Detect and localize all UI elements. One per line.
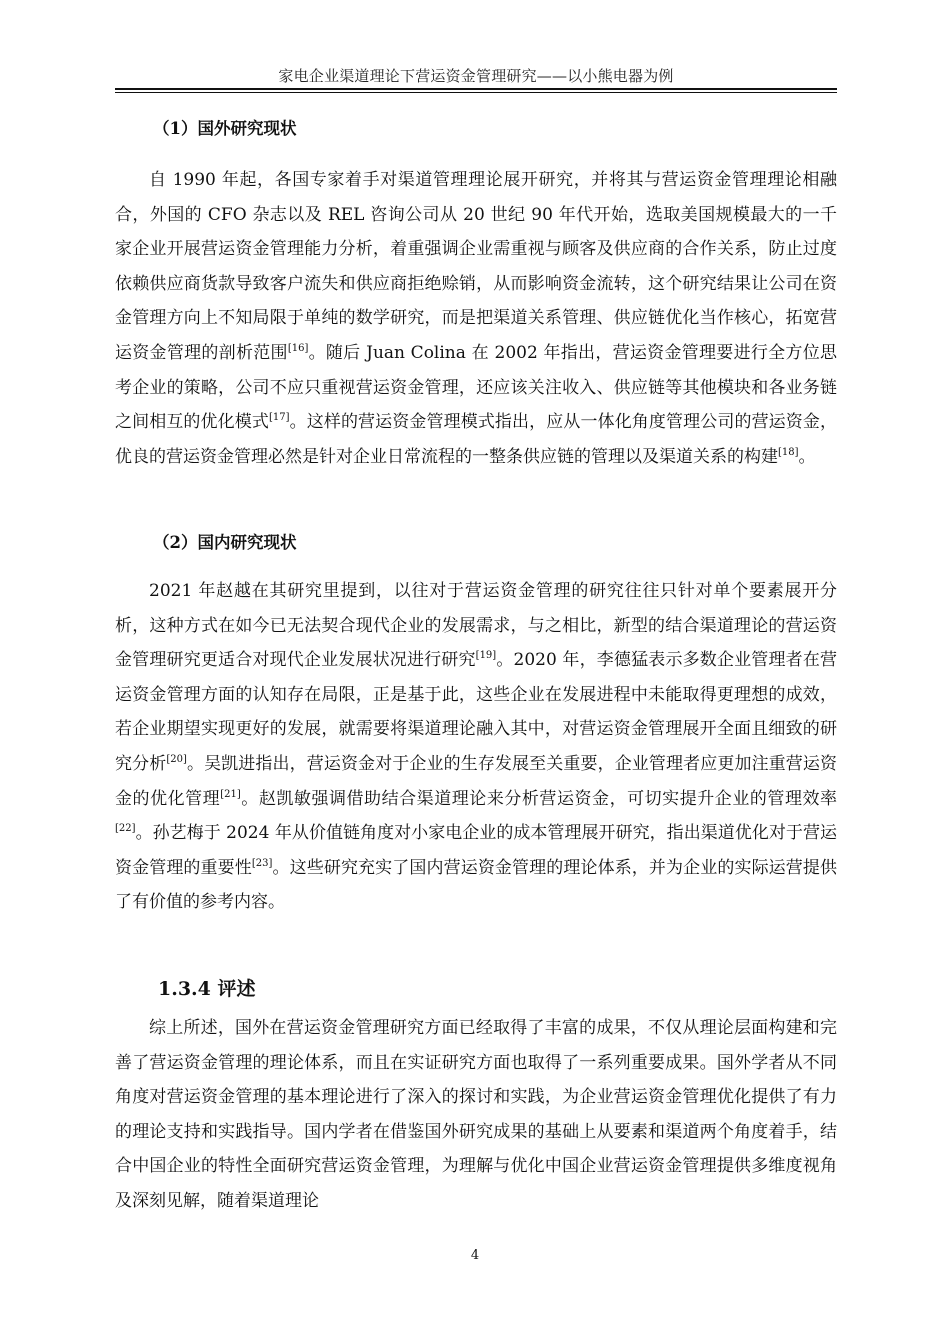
citation-22: [22] (115, 823, 136, 835)
header-rule-secondary (115, 92, 837, 93)
citation-18: [18] (778, 446, 799, 458)
citation-23: [23] (251, 857, 273, 869)
citation-17: [17] (268, 412, 290, 424)
text-run: 。2020 年，李德猛表示多数企业管理者在营运资金管理方面的认知存在局限，正是基于此，这些企业在发展进程中未能取得更理想的成效，若企业期望实现更好的发展，就需要将渠道理论融入其中，对营运资金管理展开全面且细致的研究分析 (115, 650, 838, 774)
text-run: 2021 年赵越在其研究里提到，以往对于营运资金管理的研究往往只针对单个要素展开分析，这种方式在如今已无法契合现代企业的发展需求，与之相比，新型的结合渠道理论的营运资金管理研究更适合对现代企业发展状况进行研究 (115, 581, 837, 671)
text-run: 。吴凯进指出，营运资金对于企业的生存发展至关重要，企业管理者应更加注重营运资金的优化管理 (115, 753, 837, 809)
subheading-domestic-research: （2）国内研究现状 (153, 533, 297, 552)
citation-16: [16] (287, 342, 309, 354)
section-heading-review: 1.3.4 评述 (158, 978, 256, 1000)
text-run: 。这些研究充实了国内营运资金管理的理论体系，并为企业的实际运营提供了有价值的参考内容。 (115, 857, 838, 913)
text-run: 。这样的营运资金管理模式指出，应从一体化角度管理公司的营运资金，优良的营运资金管理必然是针对企业日常流程的一整条供应链的管理以及渠道关系的构建 (115, 412, 838, 467)
text-run: 。 (798, 446, 816, 467)
paragraph-domestic-research (115, 574, 837, 920)
citation-19: [19] (475, 650, 497, 662)
text-run: 。随后 Juan Colina 在 2002 年指出，营运资金管理要进行全方位思考企业的策略，公司不应只重视营运资金管理，还应该关注收入、供应链等其他模块和各业务链之间相互的优化模式 (115, 342, 837, 433)
page-number: 4 (470, 1248, 480, 1263)
paragraph-review: 综上所述，国外在营运资金管理研究方面已经取得了丰富的成果，不仅从理论层面构建和完善了营运资金管理的理论体系，而且在实证研究方面也取得了一系列重要成果。国外学者从不同角度对营运资金管理的基本理论进行了深入的探讨和实践，为企业营运资金管理优化提供了有力的理论支持和实践指导。国内学者在借鉴国外研究成果的基础上从要素和渠道两个角度着手，结合中国企业的特性全面研究营运资金管理，为理解与优化中国企业营运资金管理提供多维度视角及深刻见解，随着渠道理论 (115, 1018, 837, 1211)
subheading-foreign-research: （1）国外研究现状 (153, 119, 297, 138)
text-run: 。赵凯敏强调借助结合渠道理论来分析营运资金，可切实提升企业的管理效率 (240, 788, 838, 809)
header-rule (115, 88, 837, 90)
citation-21: [21] (220, 788, 241, 800)
paragraph-foreign-research (115, 163, 837, 474)
text-run: 。孙艺梅于 2024 年从价值链角度对小家电企业的成本管理展开研究，指出渠道优化对于营运资金管理的重要性 (115, 823, 837, 878)
running-header: 家电企业渠道理论下营运资金管理研究——以小熊电器为例 (278, 67, 674, 85)
text-run: 自 1990 年起，各国专家着手对渠道管理理论展开研究，并将其与营运资金管理理论相融合，外国的 CFO 杂志以及 REL 咨询公司从 20 世纪 90 年代开始，选取美国规模最大的一千家企业开展营运资金管理能力分析，着重强调企业需重视与顾客及供应商的合作关系，防止过度依赖供应商货款导致客户流失和供应商拒绝赊销，从而影响资金流转，这个研究结果让公司在资金管理方向上不知局限于单纯的数学研究，而是把渠道关系管理、供应链优化当作核心，拓宽营运资金管理的剖析范围 (115, 170, 837, 363)
citation-20: [20] (166, 753, 187, 765)
